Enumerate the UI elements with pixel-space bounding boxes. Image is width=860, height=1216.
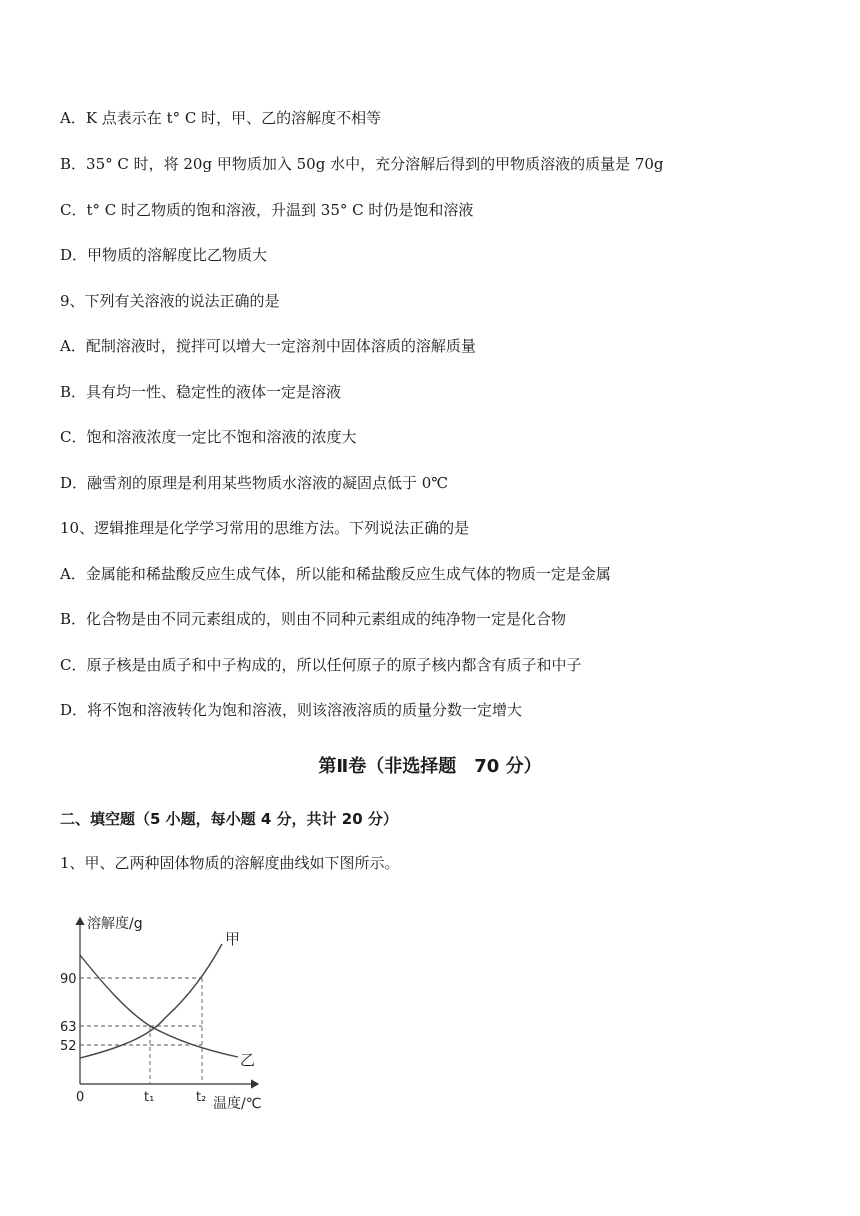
fill-in-heading: 二、填空题（5 小题，每小题 4 分，共计 20 分） <box>60 810 398 828</box>
text-line: B．具有均一性、稳定性的液体一定是溶液 <box>60 383 342 401</box>
text-line: C．原子核是由质子和中子构成的，所以任何原子的原子核内都含有质子和中子 <box>60 656 582 674</box>
curve-jia <box>80 944 222 1058</box>
curve-yi <box>80 955 238 1057</box>
text-line: C．t° C 时乙物质的饱和溶液，升温到 35° C 时仍是饱和溶液 <box>60 201 474 219</box>
text-line: B．化合物是由不同元素组成的，则由不同种元素组成的纯净物一定是化合物 <box>60 610 567 628</box>
text-line: D．融雪剂的原理是利用某些物质水溶液的凝固点低于 0℃ <box>60 474 449 492</box>
section-title: 第Ⅱ卷（非选择题 70 分） <box>318 756 542 777</box>
text-line: C．饱和溶液浓度一定比不饱和溶液的浓度大 <box>60 428 357 446</box>
text-line: A．配制溶液时，搅拌可以增大一定溶剂中固体溶质的溶解质量 <box>60 337 476 355</box>
question-1-text: 1、甲、乙两种固体物质的溶解度曲线如下图所示。 <box>60 854 400 872</box>
text-line: D．将不饱和溶液转化为饱和溶液，则该溶液溶质的质量分数一定增大 <box>60 701 523 719</box>
text-line: A．金属能和稀盐酸反应生成气体，所以能和稀盐酸反应生成气体的物质一定是金属 <box>60 565 611 583</box>
curve-label-yi: 乙 <box>240 1051 256 1069</box>
text-line: A．K 点表示在 t° C 时，甲、乙的溶解度不相等 <box>60 109 382 127</box>
x-tick-t1: t₁ <box>144 1090 155 1105</box>
y-axis-label: 溶解度/g <box>87 916 143 932</box>
text-line: D．甲物质的溶解度比乙物质大 <box>60 246 268 264</box>
y-tick-52: 52 <box>60 1039 77 1054</box>
y-tick-63: 63 <box>60 1020 77 1035</box>
y-tick-90: 90 <box>60 972 77 987</box>
text-line: 10、逻辑推理是化学学习常用的思维方法。下列说法正确的是 <box>60 519 470 537</box>
origin-label: 0 <box>76 1090 85 1105</box>
x-axis-label: 温度/℃ <box>213 1096 262 1112</box>
text-line: B．35° C 时，将 20g 甲物质加入 50g 水中，充分溶解后得到的甲物质溶液的质量是 70g <box>60 155 664 173</box>
text-line: 9、下列有关溶液的说法正确的是 <box>60 292 280 310</box>
x-tick-t2: t₂ <box>196 1090 207 1105</box>
curve-label-jia: 甲 <box>225 930 241 948</box>
